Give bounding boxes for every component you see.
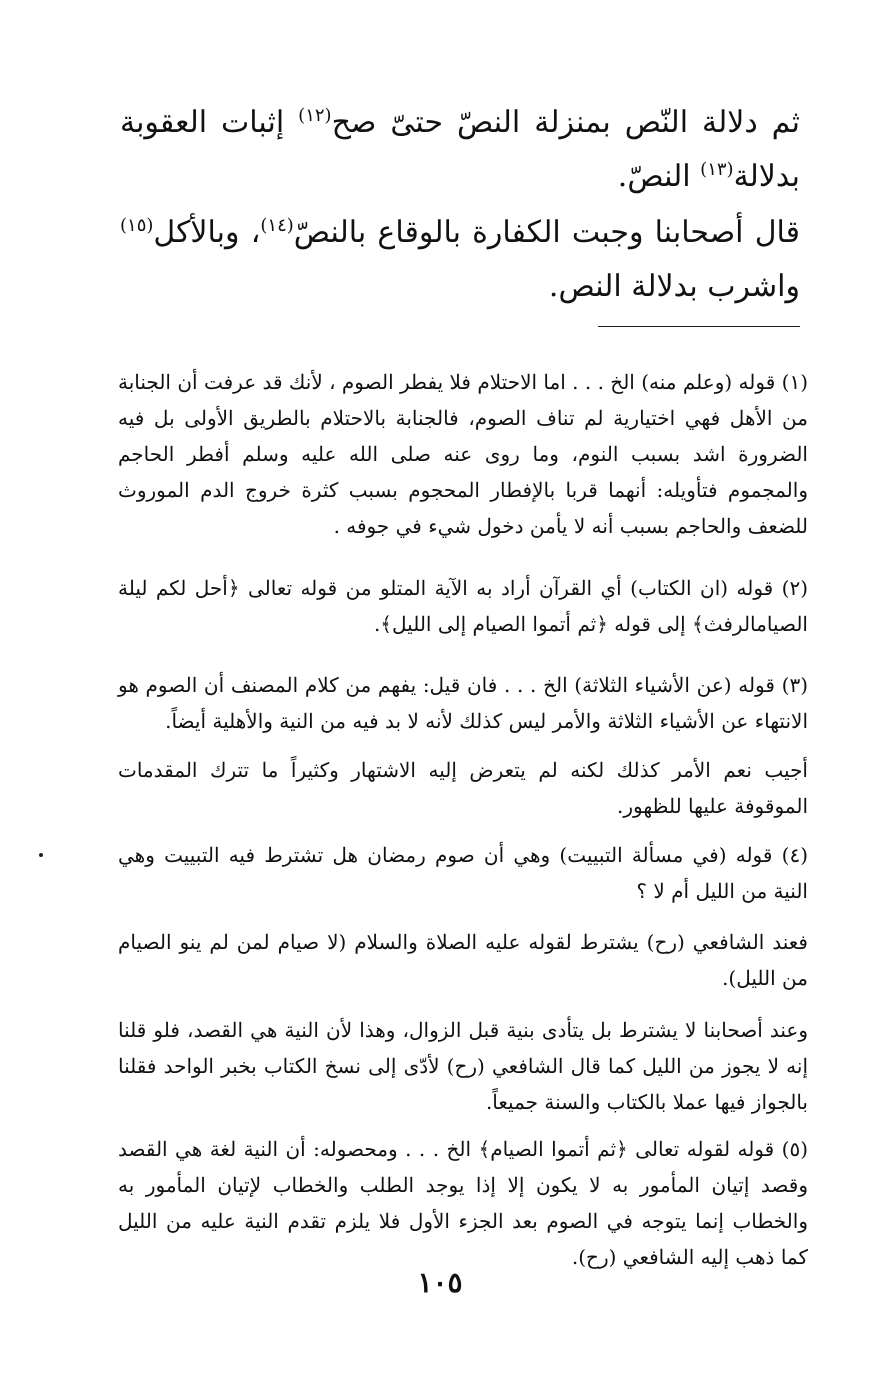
main-paragraph-2 — [120, 206, 800, 314]
footnote-1: (١) قوله (وعلم منه) الخ . . . اما الاحتلام فلا يفطر الصوم ، لأنك قد عرفت أن الجنابة من الأهل فهي اختيارية لم تناف الصوم، فالجنابة بالاحتلام بالطريق الأولى بل فيه الضرورة اشد بسبب النوم، وما روى عنه صلى الله عليه وسلم أفطر الحاجم والمجموم فتأويله: أنهما قربا بالإفطار المحجوم بسبب كثرة خروج الدم الموروث للضعف والحاجم بسبب أنه لا يأمن دخول شيء في جوفه . — [118, 370, 808, 538]
footnote-2: (٢) قوله (ان الكتاب) أي القرآن أراد به الآية المتلو من قوله تعالى ﴿أحل لكم ليلة الصيامالرفث﴾ إلى قوله ﴿ثم أتموا الصيام إلى الليل﴾. — [118, 576, 808, 636]
main-paragraph-1-text-b: إثبات العقوبة بدلالة — [120, 105, 800, 194]
main-paragraph-1-text-a: ثم دلالة النّص بمنزلة النصّ حتىّ صح — [331, 105, 800, 140]
main-paragraph-2-text-b: ، وبالأكل — [153, 215, 261, 250]
main-paragraph-2-text-c: واشرب بدلالة النص. — [548, 269, 800, 304]
footnote-3-answer: أجيب نعم الأمر كذلك لكنه لم يتعرض إليه الاشتهار وكثيراً ما تترك المقدمات الموقوفة عليها للظهور. — [118, 758, 808, 818]
footnote-5: (٥) قوله لقوله تعالى ﴿ثم أتموا الصيام﴾ الخ . . . ومحصوله: أن النية لغة هي القصد وقصد إتيان المأمور به لا يكون إلا إذا يوجد الطلب والخطاب لإتيان المأمور به والخطاب إنما يتوجه في الصوم بعد الجزء الأول فلا يلزم تقدم النية عليه من الليل كما ذهب إليه الشافعي (رح). — [118, 1137, 808, 1269]
footnote-4: (٤) قوله (في مسألة التبييت) وهي أن صوم رمضان هل تشترط فيه التبييت وهي النية من الليل أم لا ؟ — [118, 843, 808, 903]
main-paragraph-1 — [120, 96, 800, 204]
footnote-ref-12: (١٢) — [298, 105, 332, 126]
footnote-ref-14: (١٤) — [260, 215, 294, 236]
footnote-4-shafii: فعند الشافعي (رح) يشترط لقوله عليه الصلاة والسلام (لا صيام لمن لم ينو الصيام من الليل). — [118, 930, 808, 990]
footnote-divider — [598, 326, 800, 327]
footnote-ref-13: (١٣) — [700, 159, 734, 180]
main-paragraph-1-text-c: النصّ. — [617, 159, 701, 194]
margin-dot — [39, 853, 43, 857]
main-paragraph-2-text-a: قال أصحابنا وجبت الكفارة بالوقاع بالنصّ — [293, 215, 801, 250]
footnote-3: (٣) قوله (عن الأشياء الثلاثة) الخ . . . فان قيل: يفهم من كلام المصنف أن الصوم هو الانتهاء عن الأشياء الثلاثة والأمر ليس كذلك لأنه لا بد فيه من النية والأهلية أيضاً. — [118, 673, 808, 733]
footnote-4-hanafi: وعند أصحابنا لا يشترط بل يتأدى بنية قبل الزوال، وهذا لأن النية هي القصد، فلو قلنا إنه لا يجوز من الليل كما قال الشافعي (رح) لأدّى إلى نسخ الكتاب بخبر الواحد فقلنا بالجواز فيها عملا بالكتاب والسنة جميعاً. — [118, 1018, 808, 1114]
page-number: ١٠٥ — [417, 1266, 463, 1299]
footnote-ref-15: (١٥) — [120, 215, 154, 236]
